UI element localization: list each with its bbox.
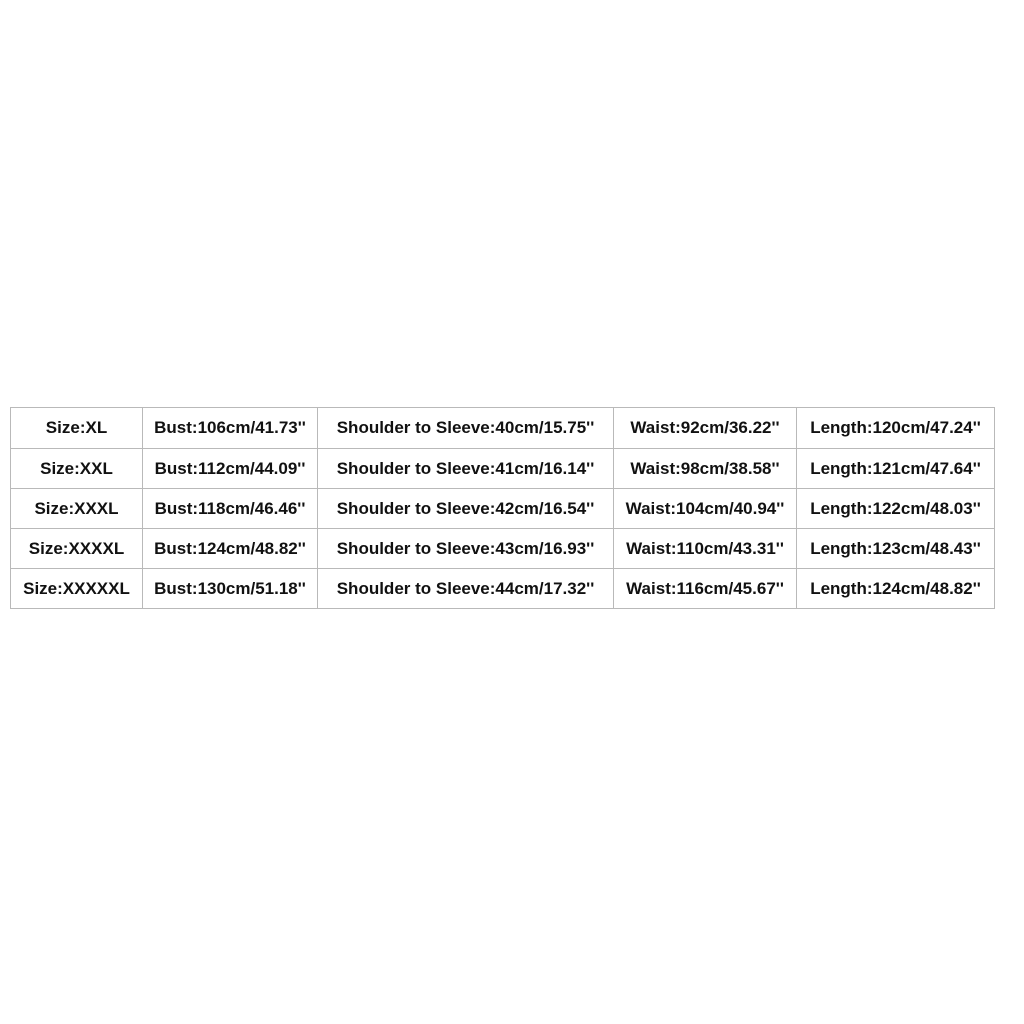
shoulder-to-sleeve-cell: Shoulder to Sleeve:40cm/15.75'' (318, 408, 614, 449)
size-chart-table (10, 407, 995, 609)
waist-cell: Waist:104cm/40.94'' (614, 489, 797, 529)
table-row (11, 569, 995, 609)
size-cell: Size:XXXXL (11, 529, 143, 569)
table-row (11, 408, 995, 449)
size-cell: Size:XXXL (11, 489, 143, 529)
shoulder-to-sleeve-cell: Shoulder to Sleeve:42cm/16.54'' (318, 489, 614, 529)
shoulder-to-sleeve-cell: Shoulder to Sleeve:44cm/17.32'' (318, 569, 614, 609)
length-cell: Length:121cm/47.64'' (797, 449, 995, 489)
bust-cell: Bust:106cm/41.73'' (143, 408, 318, 449)
size-cell: Size:XL (11, 408, 143, 449)
waist-cell: Waist:116cm/45.67'' (614, 569, 797, 609)
bust-cell: Bust:130cm/51.18'' (143, 569, 318, 609)
shoulder-to-sleeve-cell: Shoulder to Sleeve:41cm/16.14'' (318, 449, 614, 489)
waist-cell: Waist:92cm/36.22'' (614, 408, 797, 449)
length-cell: Length:120cm/47.24'' (797, 408, 995, 449)
shoulder-to-sleeve-cell: Shoulder to Sleeve:43cm/16.93'' (318, 529, 614, 569)
size-cell: Size:XXXXXL (11, 569, 143, 609)
length-cell: Length:122cm/48.03'' (797, 489, 995, 529)
bust-cell: Bust:124cm/48.82'' (143, 529, 318, 569)
table-row (11, 489, 995, 529)
table-row (11, 449, 995, 489)
bust-cell: Bust:118cm/46.46'' (143, 489, 318, 529)
waist-cell: Waist:110cm/43.31'' (614, 529, 797, 569)
length-cell: Length:124cm/48.82'' (797, 569, 995, 609)
table-row (11, 529, 995, 569)
bust-cell: Bust:112cm/44.09'' (143, 449, 318, 489)
length-cell: Length:123cm/48.43'' (797, 529, 995, 569)
size-cell: Size:XXL (11, 449, 143, 489)
waist-cell: Waist:98cm/38.58'' (614, 449, 797, 489)
